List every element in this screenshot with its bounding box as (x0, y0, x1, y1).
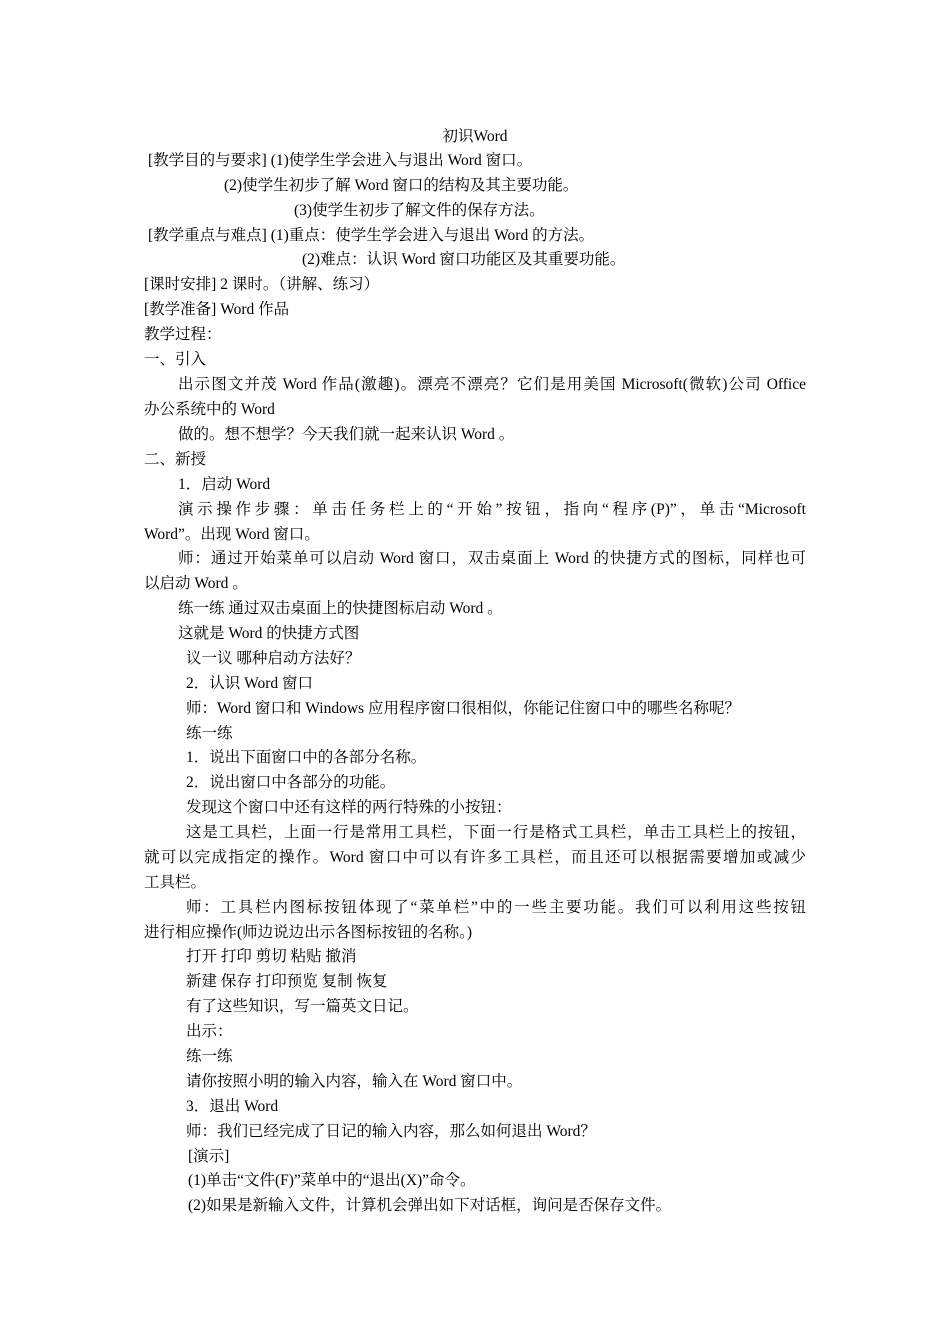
process-heading: 教学过程： (144, 326, 222, 343)
document-title: 初识Word (442, 128, 508, 145)
subsection-heading: 3．退出 Word (186, 1098, 279, 1115)
paragraph-line: 师：Word 窗口和 Windows 应用程序窗口很相似，你能记住窗口中的哪些名称呢？ (186, 700, 740, 717)
paragraph-line: 出示图文并茂 Word 作品(激趣)。漂亮不漂亮？它们是用美国 Microsoft(微软)公司 Office (178, 376, 806, 393)
paragraph-line: 办公系统中的 Word (144, 401, 275, 418)
paragraph-line: [演示] (188, 1148, 230, 1165)
paragraph-line: 有了这些知识，写一篇英文日记。 (186, 998, 419, 1015)
paragraph-line: 发现这个窗口中还有这样的两行特殊的小按钮： (186, 799, 512, 816)
paragraph-line: 新建 保存 打印预览 复制 恢复 (186, 973, 388, 990)
paragraph-line: 以启动 Word 。 (144, 575, 248, 592)
paragraph-line: 2．说出窗口中各部分的功能。 (186, 774, 396, 791)
paragraph-line: 就可以完成指定的操作。Word 窗口中可以有许多工具栏，而且还可以根据需要增加或减少 (144, 849, 806, 866)
subsection-heading: 1．启动 Word (178, 476, 271, 493)
paragraph-line: 演示操作步骤：单击任务栏上的“开始”按钮，指向“程序(P)”，单击“Microsoft (178, 501, 806, 518)
paragraph-line: 师：我们已经完成了日记的输入内容，那么如何退出 Word？ (186, 1123, 596, 1140)
paragraph-line: Word”。出现 Word 窗口。 (144, 526, 320, 543)
subsection-heading: 2．认识 Word 窗口 (186, 675, 314, 692)
paragraph-line: (2)如果是新输入文件，计算机会弹出如下对话框，询问是否保存文件。 (188, 1197, 672, 1214)
paragraph-line: 进行相应操作(师边说边出示各图标按钮的名称。) (144, 924, 473, 941)
section-new-heading: 二、新授 (144, 451, 207, 468)
paragraph-line: 做的。想不想学？今天我们就一起来认识 Word 。 (178, 426, 515, 443)
paragraph-line: 1．说出下面窗口中的各部分名称。 (186, 749, 427, 766)
paragraph-line: 练一练 (186, 1048, 233, 1065)
paragraph-line: 练一练 (186, 725, 233, 742)
objectives-line-2: (2)使学生初步了解 Word 窗口的结构及其主要功能。 (224, 177, 579, 194)
key-points-line-1: [教学重点与难点] (1)重点：使学生学会进入与退出 Word 的方法。 (148, 227, 595, 244)
section-intro-heading: 一、引入 (144, 351, 207, 368)
objectives-line-1: [教学目的与要求] (1)使学生学会进入与退出 Word 窗口。 (148, 152, 533, 169)
paragraph-line: 练一练 通过双击桌面上的快捷图标启动 Word 。 (178, 600, 503, 617)
schedule-line: [课时安排] 2 课时。（讲解、练习） (144, 276, 380, 293)
paragraph-line: 出示： (186, 1023, 233, 1040)
paragraph-line: 打开 打印 剪切 粘贴 撤消 (186, 948, 357, 965)
paragraph-line: 议一议 哪种启动方法好？ (186, 650, 361, 667)
paragraph-line: 这是工具栏，上面一行是常用工具栏，下面一行是格式工具栏，单击工具栏上的按钮， (186, 824, 806, 841)
paragraph-line: 工具栏。 (144, 874, 207, 891)
objectives-line-3: (3)使学生初步了解文件的保存方法。 (294, 202, 545, 219)
paragraph-line: (1)单击“文件(F)”菜单中的“退出(X)”命令。 (188, 1172, 476, 1189)
paragraph-line: 师：通过开始菜单可以启动 Word 窗口，双击桌面上 Word 的快捷方式的图标，同样也可 (178, 550, 806, 567)
preparation-line: [教学准备] Word 作品 (144, 301, 290, 318)
paragraph-line: 这就是 Word 的快捷方式图 (178, 625, 360, 642)
paragraph-line: 请你按照小明的输入内容，输入在 Word 窗口中。 (186, 1073, 523, 1090)
paragraph-line: 师：工具栏内图标按钮体现了“菜单栏”中的一些主要功能。我们可以利用这些按钮 (186, 899, 806, 916)
key-points-line-2: (2)难点：认识 Word 窗口功能区及其重要功能。 (302, 251, 626, 268)
